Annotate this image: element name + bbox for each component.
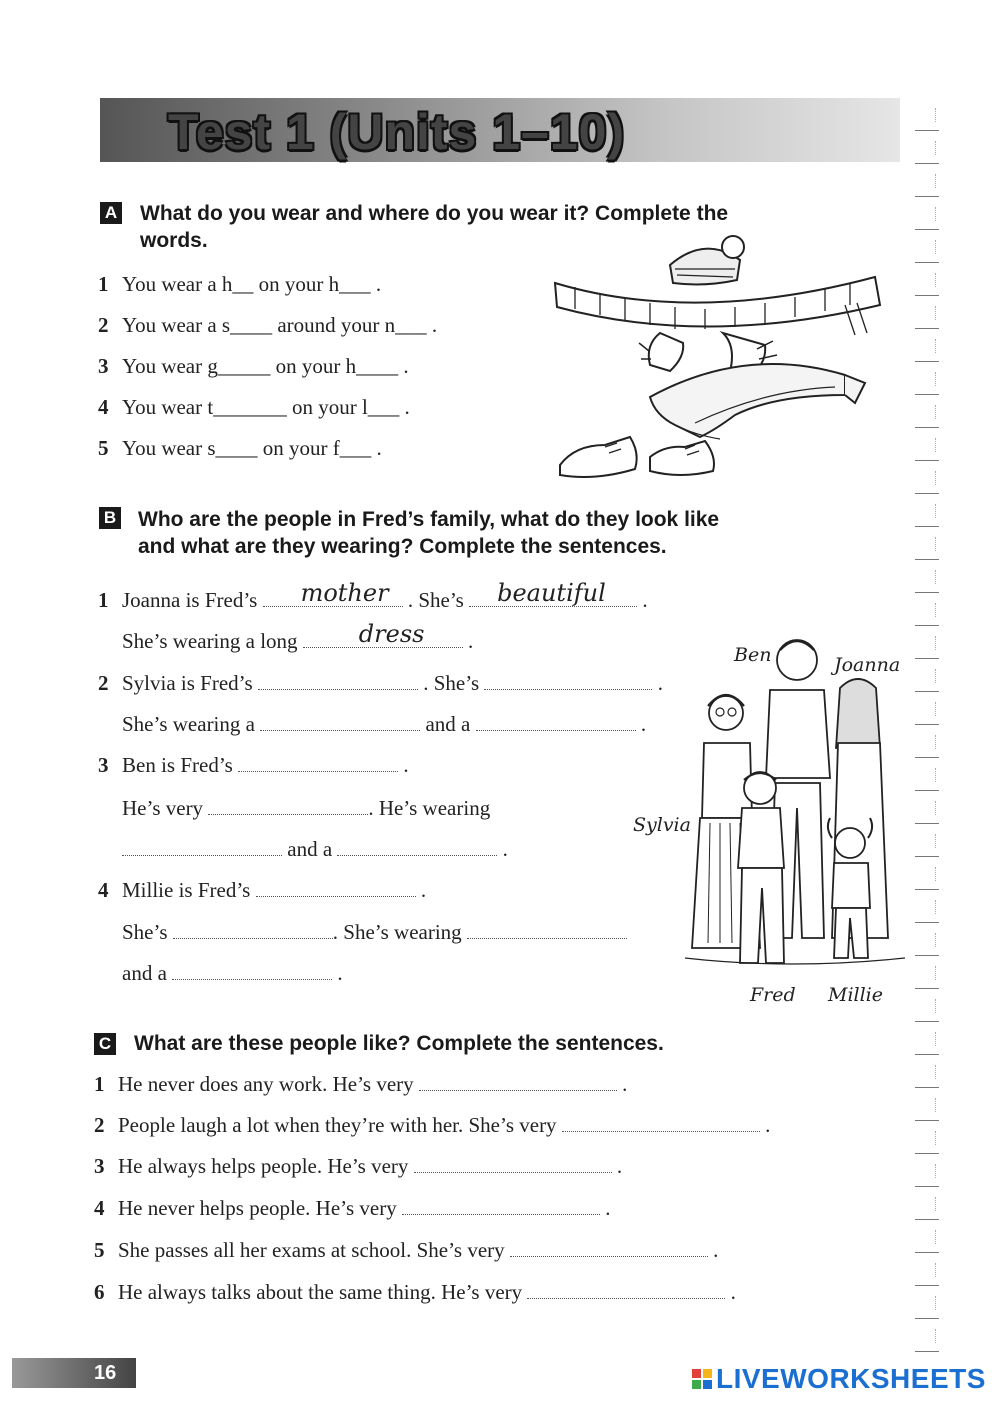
q4-text-d: . She’s wearing [332, 920, 462, 944]
ruler-tick [915, 922, 939, 923]
ruler-dot [935, 108, 938, 122]
section-a-item [98, 394, 410, 420]
c2-answer[interactable] [562, 1113, 760, 1132]
q3-answer-3[interactable] [122, 837, 282, 856]
section-b-badge: B [99, 507, 121, 529]
item-number: 1 [98, 588, 109, 612]
item-end: . [622, 1072, 628, 1096]
ruler-dot [935, 1296, 938, 1310]
ruler-dot [935, 867, 938, 881]
ruler-dot [935, 834, 938, 848]
section-b-heading [138, 506, 719, 560]
q3-text-d: . He’s wearing [368, 796, 491, 820]
q3-text-e: and a [287, 837, 333, 861]
ruler-dot [935, 1329, 938, 1343]
ruler-dot [935, 174, 938, 188]
item-number: 3 [98, 753, 109, 777]
ruler-tick [915, 1087, 939, 1088]
shoes-icon [560, 437, 714, 477]
ruler-tick [915, 196, 939, 197]
ruler-dot [935, 735, 938, 749]
q1-text-d: She’s wearing a long [122, 629, 298, 653]
ruler-dot [935, 933, 938, 947]
ruler-dot [935, 900, 938, 914]
q3-text-a: Ben is Fred’s [122, 753, 233, 777]
section-a-heading-line2: words. [140, 229, 208, 252]
ruler-tick [915, 790, 939, 791]
label-joanna: Joanna [834, 654, 901, 676]
q4-text-e: and a [122, 961, 167, 985]
ruler-dot [935, 999, 938, 1013]
ruler-dot [935, 405, 938, 419]
ruler-tick [915, 328, 939, 329]
section-c-item [94, 1112, 770, 1138]
trousers-icon [650, 364, 865, 439]
item-text: He never helps people. He’s very [118, 1196, 397, 1220]
ruler-tick [915, 1153, 939, 1154]
ruler-tick [915, 724, 939, 725]
section-b-heading-line2: and what are they wearing? Complete the sentences. [138, 535, 667, 558]
item-number: 2 [98, 313, 109, 337]
liveworksheets-brand[interactable] [692, 1362, 986, 1396]
ruler-tick [915, 163, 939, 164]
scarf-icon [555, 277, 880, 335]
ruler-tick [915, 1351, 939, 1352]
ruler-tick [915, 295, 939, 296]
item-end: . [730, 1280, 736, 1304]
q3-text-f: . [502, 837, 508, 861]
q2-text-b: . She’s [423, 671, 480, 695]
c5-answer[interactable] [510, 1238, 708, 1257]
ruler-tick [915, 592, 939, 593]
ruler-dot [935, 702, 938, 716]
section-b-q4-line2 [122, 919, 627, 945]
section-a-item [98, 312, 437, 338]
section-c-item [94, 1279, 736, 1305]
item-text[interactable]: You wear g_____ on your h____ . [122, 354, 409, 378]
q3-text-b: . [403, 753, 409, 777]
c6-answer[interactable] [527, 1280, 725, 1299]
ruler-dot [935, 1032, 938, 1046]
q4-text-b: . [420, 878, 427, 902]
c4-answer[interactable] [402, 1196, 600, 1215]
ruler-tick [915, 361, 939, 362]
q1-text-c: . [642, 588, 648, 612]
ruler-tick [915, 229, 939, 230]
section-c-item [94, 1071, 627, 1097]
c1-answer[interactable] [419, 1072, 617, 1091]
ruler-dot [935, 966, 938, 980]
item-text[interactable]: You wear s____ on your f___ . [122, 436, 382, 460]
q1-text-b: . She’s [407, 588, 464, 612]
hat-icon [670, 236, 744, 284]
item-number: 4 [98, 395, 109, 419]
q4-text-f: . [337, 961, 343, 985]
section-b-q2-line1 [98, 670, 663, 696]
ruler-tick [915, 1054, 939, 1055]
section-b-q1-line1 [98, 579, 648, 613]
ruler-tick [915, 460, 939, 461]
label-sylvia: Sylvia [633, 814, 691, 836]
item-text: She passes all her exams at school. She’s very [118, 1238, 505, 1262]
q1-answer-2-text: beautiful [497, 579, 606, 607]
ruler-tick [915, 526, 939, 527]
q4-answer-1[interactable] [256, 878, 416, 897]
q4-answer-3[interactable] [467, 920, 627, 939]
q4-answer-4[interactable] [172, 961, 332, 980]
item-text: He always helps people. He’s very [118, 1154, 409, 1178]
section-b-q1-line2 [122, 620, 474, 654]
ruler-tick [915, 427, 939, 428]
item-end: . [616, 1154, 623, 1178]
item-number: 2 [98, 671, 109, 695]
ruler-tick [915, 1186, 939, 1187]
item-text: He always talks about the same thing. He’s very [118, 1280, 523, 1304]
ruler-tick [915, 988, 939, 989]
ruler-tick [915, 757, 939, 758]
ruler-dot [935, 240, 938, 254]
ruler-tick [915, 889, 939, 890]
item-text[interactable]: You wear a h__ on your h___ . [122, 272, 382, 296]
label-millie: Millie [828, 984, 884, 1006]
q2-answer-2[interactable] [484, 671, 652, 690]
section-a-item [98, 271, 381, 297]
ruler-dot [935, 372, 938, 386]
q3-answer-1[interactable] [238, 753, 398, 772]
item-end: . [713, 1238, 719, 1262]
q1-text-e: . [468, 629, 474, 653]
q3-answer-4[interactable] [337, 837, 497, 856]
q2-answer-3[interactable] [260, 712, 420, 731]
label-ben: Ben [734, 644, 772, 666]
item-number: 4 [94, 1196, 105, 1220]
q1-answer-1[interactable] [263, 579, 403, 607]
item-end: . [765, 1113, 771, 1137]
ruler-dot [935, 1230, 938, 1244]
ruler-tick [915, 823, 939, 824]
page-number-tab [12, 1358, 136, 1388]
page-number: 16 [94, 1362, 117, 1384]
section-c-item [94, 1153, 622, 1179]
q4-answer-2[interactable] [173, 920, 333, 939]
item-text: People laugh a lot when they’re with her. She’s very [118, 1113, 557, 1137]
section-a-item [98, 435, 382, 461]
ruler-dot [935, 669, 938, 683]
ruler-dot [935, 306, 938, 320]
ruler-dot [935, 1164, 938, 1178]
ruler-tick [915, 955, 939, 956]
section-c-item [94, 1237, 718, 1263]
item-number: 1 [98, 272, 109, 296]
item-text[interactable]: You wear t_______ on your l___ . [122, 395, 410, 419]
ruler-tick [915, 691, 939, 692]
section-c-heading: What are these people like? Complete the sentences. [134, 1032, 664, 1055]
ruler-tick [915, 1219, 939, 1220]
q1-answer-1-text: mother [300, 579, 389, 607]
ruler-dot [935, 570, 938, 584]
ruler-dot [935, 141, 938, 155]
item-end: . [605, 1196, 611, 1220]
ruler-dot [935, 438, 938, 452]
ruler-dot [935, 273, 938, 287]
ruler-tick [915, 130, 939, 131]
ruler-tick [915, 1120, 939, 1121]
item-number: 6 [94, 1280, 105, 1304]
item-number: 4 [98, 878, 109, 902]
ruler-dot [935, 1131, 938, 1145]
section-b-q4-line1 [98, 877, 426, 903]
item-number: 2 [94, 1113, 105, 1137]
ruler-dot [935, 603, 938, 617]
ruler-dot [935, 636, 938, 650]
clothes-illustration [545, 225, 890, 495]
q2-text-c: . [657, 671, 663, 695]
ruler-dot [935, 1098, 938, 1112]
ruler-tick [915, 1252, 939, 1253]
margin-ruler [915, 108, 943, 1348]
ruler-tick [915, 493, 939, 494]
q1-answer-3-text: dress [358, 620, 425, 648]
item-text[interactable]: You wear a s____ around your n___ . [122, 313, 438, 337]
brand-text: LIVEWORKSHEETS [716, 1363, 986, 1394]
ruler-tick [915, 1285, 939, 1286]
ruler-dot [935, 504, 938, 518]
section-b-heading-line1: Who are the people in Fred’s family, what do they look like [138, 508, 720, 531]
q1-text-a: Joanna is Fred’s [122, 588, 258, 612]
q3-answer-2[interactable] [208, 796, 368, 815]
q4-text-c: She’s [122, 920, 168, 944]
q2-answer-1[interactable] [258, 671, 418, 690]
ruler-dot [935, 768, 938, 782]
ruler-tick [915, 559, 939, 560]
section-a-badge: A [100, 202, 122, 224]
ruler-dot [935, 1263, 938, 1277]
c3-answer[interactable] [414, 1154, 612, 1173]
label-fred: Fred [750, 984, 796, 1006]
item-number: 5 [94, 1238, 105, 1262]
page-title: Test 1 (Units 1–10) [168, 104, 626, 160]
section-b-q4-line3 [122, 960, 343, 986]
item-number: 3 [98, 354, 109, 378]
ruler-tick [915, 1021, 939, 1022]
q2-text-a: Sylvia is Fred’s [122, 671, 253, 695]
section-a-item [98, 353, 409, 379]
ruler-tick [915, 658, 939, 659]
ruler-tick [915, 394, 939, 395]
section-b-q3-line2 [122, 795, 490, 821]
ruler-dot [935, 471, 938, 485]
ruler-dot [935, 1065, 938, 1079]
ruler-dot [935, 537, 938, 551]
section-c-item [94, 1195, 610, 1221]
section-a-heading-line1: What do you wear and where do you wear it? Complete the [140, 202, 729, 225]
q2-answer-4[interactable] [476, 712, 636, 731]
q2-text-f: . [640, 712, 647, 736]
ruler-dot [935, 1197, 938, 1211]
item-number: 5 [98, 436, 109, 460]
q2-text-d: She’s wearing a [122, 712, 255, 736]
ruler-tick [915, 1318, 939, 1319]
section-c-badge: C [94, 1033, 116, 1055]
item-number: 3 [94, 1154, 105, 1178]
q4-text-a: Millie is Fred’s [122, 878, 251, 902]
ruler-dot [935, 801, 938, 815]
q2-text-e: and a [425, 712, 471, 736]
q1-answer-2[interactable] [469, 579, 637, 607]
ruler-tick [915, 625, 939, 626]
q1-answer-3[interactable] [303, 620, 463, 648]
ruler-tick [915, 856, 939, 857]
item-text: He never does any work. He’s very [118, 1072, 414, 1096]
ruler-dot [935, 207, 938, 221]
liveworksheets-logo-icon [692, 1369, 712, 1389]
ruler-tick [915, 262, 939, 263]
section-b-q3-line3 [122, 836, 508, 862]
q3-text-c: He’s very [122, 796, 204, 820]
section-b-q2-line2 [122, 711, 646, 737]
section-b-q3-line1 [98, 752, 409, 778]
ruler-dot [935, 339, 938, 353]
item-number: 1 [94, 1072, 105, 1096]
